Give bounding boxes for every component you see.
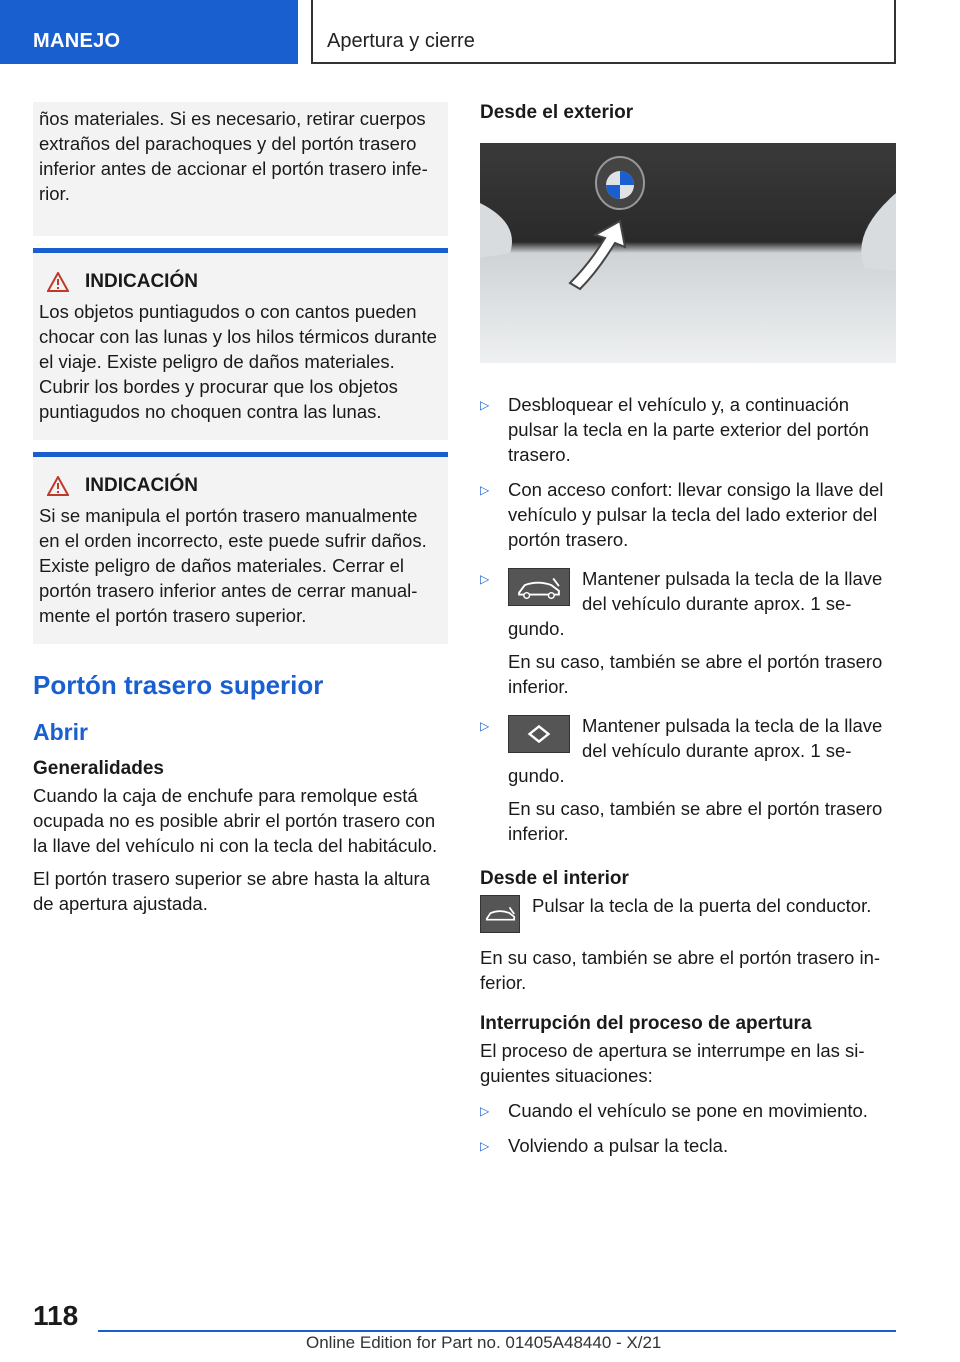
notice-2-text: Si se manipula el portón trasero manualmente en el orden incorrecto, este puede sufrir daños. Existe peligro de daños materiales. Cerrar el portón trasero inferior antes de cerrar manualmente el portón trasero superior. bbox=[39, 505, 427, 626]
tailgate-button-photo bbox=[480, 143, 896, 363]
bullet-item bbox=[480, 566, 896, 699]
notice-2-title: INDICACIÓN bbox=[85, 475, 198, 496]
continued-notice bbox=[33, 102, 448, 236]
edition-text: Online Edition for Part no. 01405A48440 - X/21 bbox=[306, 1333, 662, 1352]
chapter-title: Apertura y cierre bbox=[311, 0, 896, 64]
footer-divider bbox=[98, 1330, 896, 1332]
bullet-note: En su caso, también se abre el portón trasero inferior. bbox=[508, 651, 883, 697]
bullet-icon: ▷ bbox=[480, 1139, 490, 1153]
bullet-item bbox=[480, 1133, 896, 1158]
interior-note: En su caso, también se abre el portón trasero inferior. bbox=[480, 947, 881, 993]
page-number: 118 bbox=[33, 1300, 79, 1331]
bullet-text: Mantener pulsada la tecla de la llave del vehículo durante aprox. 1 segundo. bbox=[508, 715, 883, 786]
section-tab: MANEJO bbox=[0, 0, 298, 64]
interior-text: Pulsar la tecla de la puerta del conductor. bbox=[532, 895, 872, 916]
general-text-1: Cuando la caja de enchufe para remolque está ocupada no es posible abrir el portón trasero con la llave del vehículo ni con la tecla del habitáculo. bbox=[33, 785, 438, 856]
left-column bbox=[33, 102, 448, 916]
continued-text: ños materiales. Si es necesario, retirar cuerpos extraños del parachoques y del portón trasero inferior antes de accionar el portón trasero inferior. bbox=[39, 108, 428, 204]
bullet-item bbox=[480, 392, 896, 467]
bullet-text: Desbloquear el vehículo y, a continuación pulsar la tecla en la parte exterior del portón trasero. bbox=[508, 394, 869, 465]
interior-heading: Desde el interior bbox=[480, 868, 629, 889]
interruption-text: El proceso de apertura se interrumpe en las siguientes situaciones: bbox=[480, 1040, 865, 1086]
general-heading: Generalidades bbox=[33, 758, 164, 779]
bullet-text: Mantener pulsada la tecla de la llave del vehículo durante aprox. 1 segundo. bbox=[508, 568, 883, 639]
subsection-heading: Abrir bbox=[33, 719, 88, 745]
notice-1-text: Los objetos puntiagudos o con cantos pueden chocar con las lunas y los hilos térmicos durante el viaje. Existe peligro de daños materiales. Cubrir los bordes y procurar que los objetos puntiagudos no choquen contra las lunas. bbox=[39, 301, 437, 422]
notice-2 bbox=[33, 452, 448, 644]
interruption-heading: Interrupción del proceso de apertura bbox=[480, 1013, 812, 1034]
notice-1-title: INDICACIÓN bbox=[85, 271, 198, 292]
diamond-key-icon bbox=[508, 715, 570, 753]
bullet-icon: ▷ bbox=[480, 1104, 490, 1118]
bullet-icon: ▷ bbox=[480, 398, 490, 412]
bullet-icon: ▷ bbox=[480, 572, 490, 586]
bullet-icon: ▷ bbox=[480, 483, 490, 497]
bullet-text: Cuando el vehículo se pone en movimiento. bbox=[508, 1100, 868, 1121]
bullet-item bbox=[480, 477, 896, 552]
car-tailgate-key-icon bbox=[508, 568, 570, 606]
bullet-text: Con acceso confort: llevar consigo la llave del vehículo y pulsar la tecla del lado exterior del portón trasero. bbox=[508, 479, 884, 550]
notice-1 bbox=[33, 248, 448, 440]
right-column bbox=[480, 102, 896, 1158]
bullet-item bbox=[480, 713, 896, 846]
bullet-icon: ▷ bbox=[480, 719, 490, 733]
bullet-item bbox=[480, 1098, 896, 1123]
general-text-2: El portón trasero superior se abre hasta la altura de apertura ajustada. bbox=[33, 868, 430, 914]
exterior-heading: Desde el exterior bbox=[480, 102, 634, 123]
warning-icon bbox=[47, 272, 69, 292]
bullet-text: Volviendo a pulsar la tecla. bbox=[508, 1135, 729, 1156]
bullet-note: En su caso, también se abre el portón trasero inferior. bbox=[508, 798, 883, 844]
car-button-icon bbox=[480, 895, 520, 933]
section-heading: Portón trasero superior bbox=[33, 670, 324, 700]
warning-icon bbox=[47, 476, 69, 496]
